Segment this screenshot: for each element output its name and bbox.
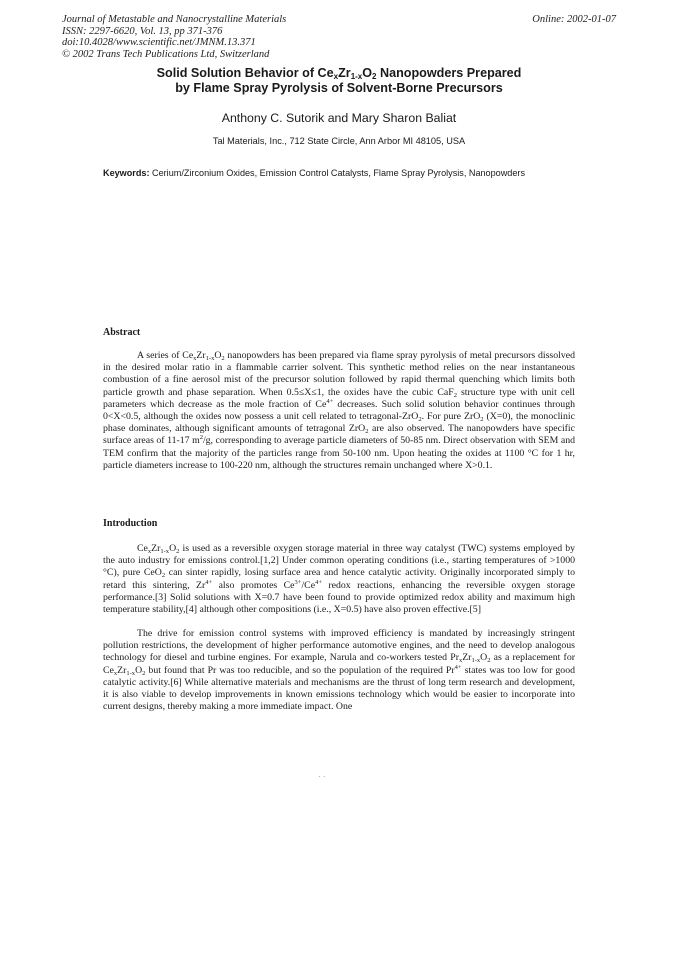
introduction-paragraph-1: $Ce_xZr_{1-x}O_2$ is used as a reversible oxygen storage material in three way catalyst (TWC) systems employed by the auto industry for emissions control.[1,2] Under common operating conditions (i.e., starting temperatures of >1000 °C), pure CeO$_2$ can sinter rapidly, losing surface area and hence catalytic activity. Originally incorporated simply to retard this sintering, $Zr^{4+}$ also promotes $Ce^{3+}/Ce^{4+}$ redox reactions, enhancing the reversible oxygen storage performance.[3] Solid solutions with X=0.7 have been found to provide optimized redox ability and maximum high temperature stability,[4] although other compositions (i.e., X=0.5) have also proven effective.[5]	[103, 543, 575, 616]
keywords-label: Keywords:	[103, 168, 150, 178]
abstract-paragraph: A series of $Ce_xZr_{1-x}O_2$ nanopowders has been prepared via flame spray pyrolysis of metal precursors dissolved in the desired molar ratio in a flammable carrier solvent. This synthetic method relies on the near instantaneous combustion of a fine aerosol mist of the precursor solution followed by rapid thermal quenching which limits both particle growth and phase separation. When 0.5≤X≤1, the oxides have the cubic CaF$_2$ structure type with unit cell parameters which decrease as the mole fraction of $Ce^{4+}$ decreases. Such solid solution behavior continues through 0<X<0.5, although the oxides now possess a unit cell related to tetragonal-ZrO$_2$. For pure ZrO$_2$ (X=0), the monoclinic phase dominates, although significant amounts of tetragonal ZrO$_2$ are also observed. The nanopowders have specific surface areas of 11-17 $m^2/g$, corresponding to average particle diameters of 50-85 nm. Direct observation with SEM and TEM confirm that the majority of the particles range from 50-100 nm. Upon heating the oxides at 1100 °C for 1 hr, particle diameters increase to 100-220 nm, although the structures remain unchanged where X>0.1.	[103, 350, 576, 471]
journal-header	[62, 14, 286, 60]
authors: Anthony C. Sutorik and Mary Sharon Baliat	[221, 111, 457, 125]
paper-title: Solid Solution Behavior of $Ce_xZr_{1-x}O_2$ Nanopowders Prepared by Flame Spray Pyrolysis of Solvent-Borne Precursors	[156, 66, 522, 95]
journal-copyright: © 2002 Trans Tech Publications Ltd, Switzerland	[62, 48, 270, 60]
affiliation: Tal Materials, Inc., 712 State Circle, Ann Arbor MI 48105, USA	[212, 136, 466, 146]
journal-name: Journal of Metastable and Nanocrystalline Materials	[62, 14, 287, 25]
introduction-heading: Introduction	[103, 518, 158, 529]
introduction-paragraph-2: The drive for emission control systems with improved efficiency is mandated by increasingly stringent pollution restrictions, the development of higher performance automotive engines, and the need to develop analogous technology for diesel and turbine engines. For example, Narula and co-workers tested $Pr_xZr_{1-x}O_2$ as a replacement for $Ce_xZr_{1-x}O_2$ but found that Pr was too reducible, and so the population of the required $Pr^{4+}$ states was too low for good catalytic activity.[6] While alternative materials and mechanisms are the thrust of long term research and development, it is also viable to develop improvements in known emissions technology which would be easier to incorporate into current designs, thereby making a more immediate impact. One	[103, 628, 575, 713]
online-date: Online: 2002-01-07	[532, 14, 616, 25]
abstract-heading: Abstract	[103, 327, 141, 338]
keywords	[103, 168, 573, 180]
scan-artifact-dots: · ·	[318, 772, 326, 781]
journal-issn: ISSN: 2297-6620, Vol. 13, pp 371-376	[62, 25, 223, 37]
journal-doi[interactable]: doi:10.4028/www.scientific.net/JMNM.13.371	[62, 37, 256, 49]
keywords-text: Cerium/Zirconium Oxides, Emission Control Catalysts, Flame Spray Pyrolysis, Nanopowders	[149, 168, 525, 178]
